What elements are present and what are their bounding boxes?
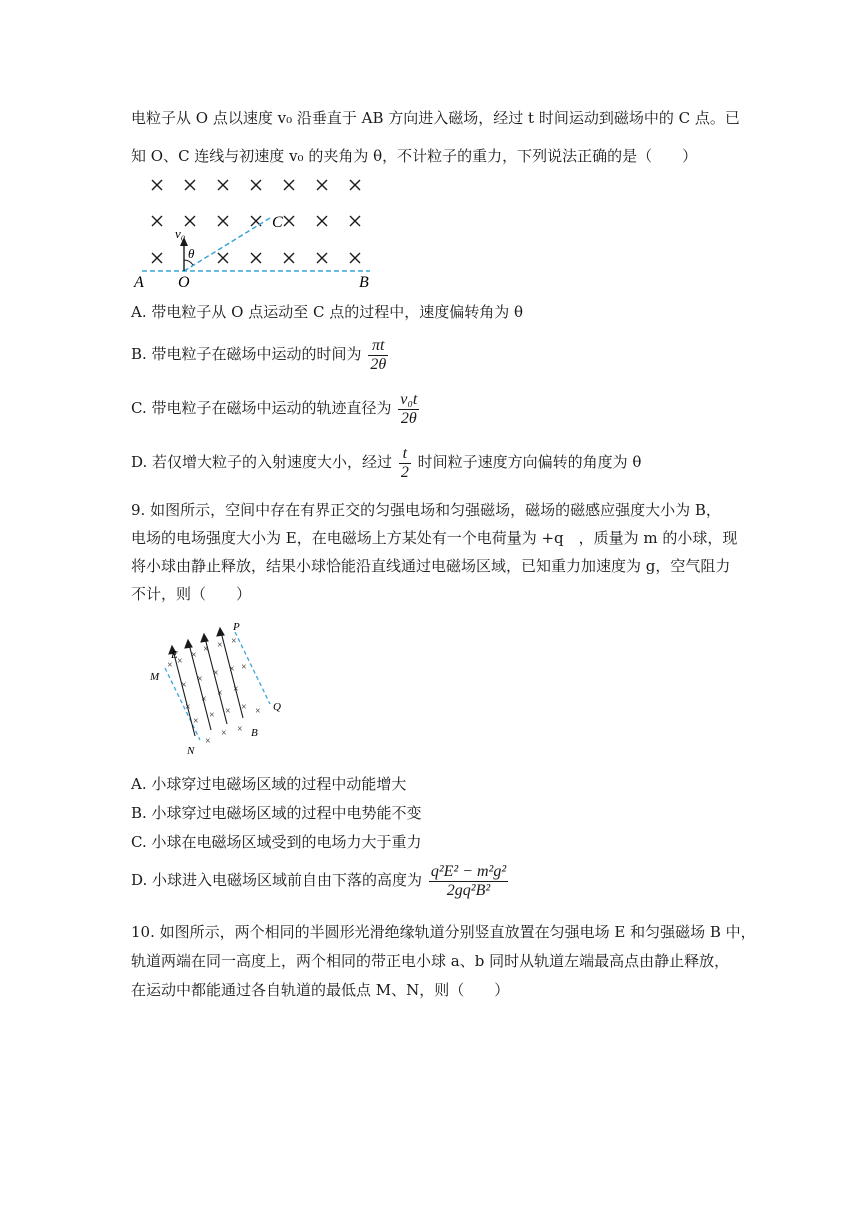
q9-option-a: A. 小球穿过电磁场区域的过程中动能增大	[131, 775, 407, 793]
cross-row-2	[152, 216, 360, 226]
label-b: B	[359, 274, 369, 291]
svg-text:×: ×	[209, 710, 215, 721]
svg-text:×: ×	[205, 736, 211, 747]
q8-option-d-fraction	[399, 445, 411, 482]
svg-text:×: ×	[217, 640, 223, 651]
fraction-denominator: 2gq²B²	[446, 881, 491, 899]
q8-magnetic-field-figure	[130, 170, 390, 292]
label-o: O	[178, 274, 190, 291]
label-p: P	[233, 621, 240, 633]
q9-option-c: C. 小球在电磁场区域受到的电场力大于重力	[131, 833, 422, 851]
fraction-denominator: 2θ	[370, 355, 387, 373]
svg-text:×: ×	[185, 702, 191, 713]
svg-text:×: ×	[221, 728, 227, 739]
svg-text:×: ×	[181, 680, 187, 691]
svg-text:×: ×	[233, 684, 239, 695]
q8-option-c-fraction	[398, 391, 419, 428]
q8-stem-line2: 知 O、C 连线与初速度 v₀ 的夹角为 θ，不计粒子的重力，下列说法正确的是（ ）	[131, 147, 698, 165]
q9-option-d	[131, 860, 510, 900]
q8-option-a: A. 带电粒子从 O 点运动至 C 点的过程中，速度偏转角为 θ	[131, 303, 524, 321]
q8-option-d-text: D. 若仅增大粒子的入射速度大小，经过	[131, 453, 393, 471]
svg-text:×: ×	[231, 636, 237, 647]
q9-field-region-figure	[145, 618, 295, 758]
svg-text:×: ×	[213, 668, 219, 679]
svg-text:×: ×	[241, 702, 247, 713]
svg-text:×: ×	[191, 650, 197, 661]
q10-stem-line1: 10. 如图所示，两个相同的半圆形光滑绝缘轨道分别竖直放置在匀强电场 E 和匀强磁场 B 中，	[131, 923, 756, 941]
svg-text:×: ×	[241, 662, 247, 673]
label-m: M	[150, 671, 160, 683]
q9-option-d-fraction	[429, 863, 508, 900]
fraction-numerator: v₀t	[400, 390, 418, 408]
fraction-numerator: πt	[368, 337, 388, 356]
q8-option-d	[131, 442, 641, 482]
svg-text:×: ×	[193, 716, 199, 727]
q8-option-c	[131, 388, 421, 428]
svg-text:×: ×	[201, 694, 207, 705]
q8-stem-line1: 电粒子从 O 点以速度 v₀ 沿垂直于 AB 方向进入磁场，经过 t 时间运动到磁场中的 C 点。已	[131, 109, 740, 127]
label-c: C	[272, 214, 283, 231]
q10-stem-line2: 轨道两端在同一高度上，两个相同的带正电小球 a、b 同时从轨道左端最高点由静止释放，	[131, 952, 730, 970]
q8-option-c-text: C. 带电粒子在磁场中运动的轨迹直径为	[131, 399, 392, 417]
label-e: E	[171, 649, 178, 661]
svg-text:×: ×	[167, 660, 173, 671]
q9-option-b: B. 小球穿过电磁场区域的过程中电势能不变	[131, 804, 422, 822]
q9-stem-line4: 不计，则（ ）	[131, 585, 252, 603]
svg-text:×: ×	[203, 644, 209, 655]
label-a: A	[134, 274, 144, 291]
label-v0: v₀	[175, 226, 186, 241]
q8-option-b-text: B. 带电粒子在磁场中运动的时间为	[131, 345, 362, 363]
fraction-denominator: 2	[400, 463, 409, 481]
q8-option-b	[131, 334, 390, 374]
svg-text:×: ×	[217, 688, 223, 699]
q9-stem-line1: 9. 如图所示，空间中存在有界正交的匀强电场和匀强磁场，磁场的磁感应强度大小为 B，	[131, 501, 721, 519]
fraction-numerator: q²E² − m²g²	[430, 862, 507, 880]
cross-row-1	[152, 180, 360, 190]
label-q: Q	[273, 701, 281, 713]
q9-option-d-text: D. 小球进入电磁场区域前自由下落的高度为	[131, 871, 423, 889]
field-crosses	[167, 636, 261, 747]
q9-stem-line2: 电场的电场强度大小为 E，在电磁场上方某处有一个电荷量为 +q ，质量为 m 的小球，现	[131, 529, 738, 547]
label-theta: θ	[188, 246, 195, 261]
label-n: N	[187, 745, 195, 757]
svg-text:×: ×	[237, 724, 243, 735]
svg-text:×: ×	[225, 706, 231, 717]
q9-stem-line3: 将小球由静止释放，结果小球恰能沿直线通过电磁场区域，已知重力加速度为 g，空气阻力	[131, 557, 731, 575]
field-crosses	[152, 180, 360, 263]
cross-row-3	[152, 253, 360, 263]
q10-stem-line3: 在运动中都能通过各自轨道的最低点 M、N，则（ ）	[131, 981, 510, 999]
svg-text:×: ×	[177, 656, 183, 667]
boundary-mn	[165, 668, 200, 740]
label-b: B	[251, 727, 258, 739]
q8-option-b-fraction	[368, 337, 388, 374]
svg-text:×: ×	[229, 664, 235, 675]
q8-option-d-suffix: 时间粒子速度方向偏转的角度为 θ	[417, 453, 642, 471]
fraction-numerator: t	[399, 445, 411, 464]
fraction-denominator: 2θ	[400, 409, 417, 427]
svg-text:×: ×	[255, 706, 261, 717]
svg-text:×: ×	[197, 674, 203, 685]
